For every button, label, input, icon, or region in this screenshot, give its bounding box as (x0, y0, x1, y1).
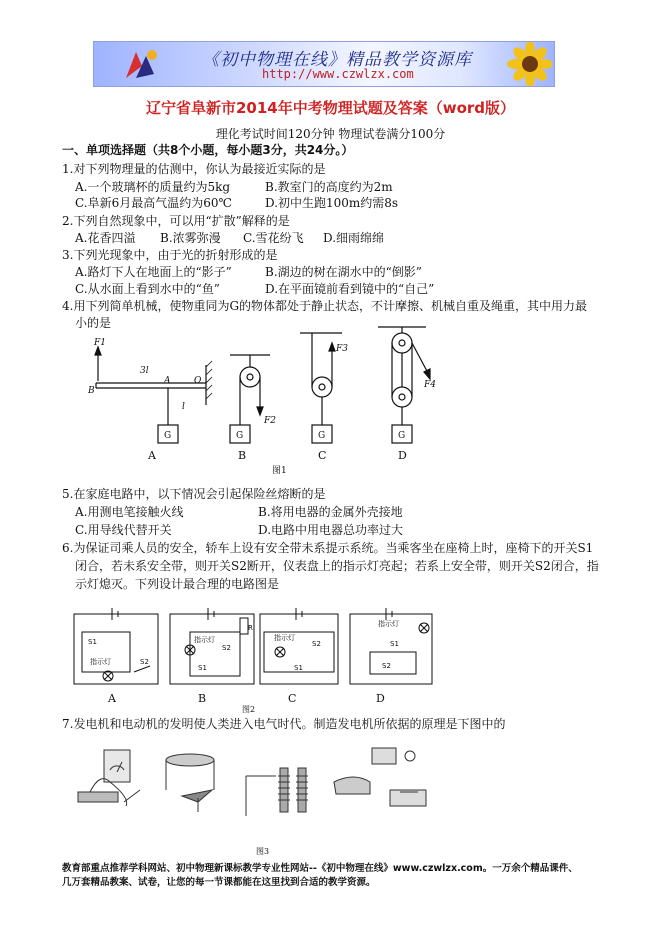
q6-d-s2: S2 (382, 662, 391, 670)
q5-option-c: C.用导线代替开关 (75, 523, 172, 537)
q6-c-lamp: 指示灯 (274, 634, 295, 642)
q6-d-lamp: 指示灯 (378, 620, 399, 628)
q4-label-a: A (148, 449, 156, 462)
figure-2-circuits (68, 598, 438, 714)
q6-a-s2: S2 (140, 658, 149, 666)
q5-option-b: B.将用电器的金属外壳接地 (258, 505, 403, 519)
footer-line1: 教育部重点推荐学科网站、初中物理新课标教学专业性网站--《初中物理在线》www.czwlzx.com。一万余个精品课件、 (62, 863, 578, 874)
q2-option-a: A.花香四溢 (75, 231, 136, 245)
q6-b-s1: S1 (198, 664, 207, 672)
q2-stem: 2.下列自然现象中，可以用“扩散”解释的是 (62, 214, 290, 228)
page-title: 辽宁省阜新市2014年中考物理试题及答案（word版） (145, 99, 516, 117)
q3-option-b: B.湖边的树在湖水中的“倒影” (265, 265, 422, 279)
q4-label-c: C (318, 449, 327, 462)
q4-weight-a: G (164, 431, 172, 441)
site-logo-icon (122, 46, 162, 82)
exam-info: 理化考试时间120分钟 物理试卷满分100分 (215, 127, 446, 141)
q4-3l-label: 3l (140, 366, 149, 376)
q4-f3-label: F3 (336, 344, 348, 354)
figure-1-machines (80, 325, 440, 475)
q4-f2-label: F2 (264, 416, 276, 426)
sunflower-icon (492, 42, 552, 86)
q5-option-d: D.电路中用电器总功率过大 (258, 523, 404, 537)
q4-a-label: A (164, 376, 171, 386)
q2-option-d: D.细雨绵绵 (323, 231, 385, 245)
q6-b-s2: S2 (222, 644, 231, 652)
q7-stem: 7.发电机和电动机的发明使人类进入电气时代。制造发电机所依据的原理是下图中的 (62, 717, 506, 731)
q2-option-b: B.浓雾弥漫 (160, 231, 221, 245)
q6-line3: 示灯熄灭。下列设计最合理的电路图是 (75, 577, 280, 591)
q6-c-s2: S2 (312, 640, 321, 648)
q3-option-d: D.在平面镜前看到镜中的“自己” (265, 282, 435, 296)
q4-l-label: l (182, 402, 185, 412)
page-footer (62, 862, 578, 890)
q6-a-s1: S1 (88, 638, 97, 646)
q6-c-s1: S1 (294, 664, 303, 672)
q4-label-b: B (238, 449, 247, 462)
q6-d-s1: S1 (390, 640, 399, 648)
banner-url[interactable]: http://www.czwlzx.com (262, 67, 414, 81)
q3-option-a: A.路灯下人在地面上的“影子” (75, 265, 232, 279)
q4-f1-label: F1 (94, 338, 106, 348)
q6-line1: 6.为保证司乘人员的安全，轿车上设有安全带未系提示系统。当乘客坐在座椅上时，座椅下的开关S1 (62, 541, 594, 555)
q1-option-c: C.阜新6月最高气温约为60℃ (75, 196, 232, 210)
q6-figure-caption: 图2 (242, 705, 256, 714)
banner-title: 《初中物理在线》精品教学资源库 (202, 50, 472, 70)
q1-option-a: A.一个玻璃杯的质量约为5kg (75, 180, 231, 194)
header-banner (93, 41, 555, 87)
q6-b-r: R (248, 624, 253, 632)
q4-label-d: D (398, 449, 407, 462)
q4-o-label: O (194, 376, 202, 386)
q6-label-d: D (376, 692, 385, 705)
q5-option-a: A.用测电笔接触火线 (75, 505, 184, 519)
q2-option-c: C.雪花纷飞 (243, 231, 304, 245)
q4-b-label: B (88, 386, 95, 396)
q5-stem: 5.在家庭电路中，以下情况会引起保险丝熔断的是 (62, 487, 326, 501)
q6-b-lamp: 指示灯 (194, 636, 215, 644)
q6-label-c: C (288, 692, 297, 705)
q4-weight-c: G (318, 431, 326, 441)
q4-stem-line2: 小的是 (75, 316, 112, 330)
q6-label-a: A (108, 692, 116, 705)
q4-stem-line1: 4.用下列简单机械，使物重同为G的物体都处于静止状态，不计摩擦、机械自重及绳重，其中用力最 (62, 299, 588, 313)
q4-weight-d: G (398, 431, 406, 441)
q4-f4-label: F4 (424, 380, 436, 390)
q6-label-b: B (198, 692, 207, 705)
q1-stem: 1.对下列物理量的估测中，你认为最接近实际的是 (62, 162, 326, 176)
q6-line2: 闭合，若未系安全带，则开关S2断开，仪表盘上的指示灯亮起；若系上安全带，则开关S2闭合，指 (75, 559, 599, 573)
q3-option-c: C.从水面上看到水中的“鱼” (75, 282, 220, 296)
q4-weight-b: G (236, 431, 244, 441)
q4-figure-caption: 图1 (272, 466, 287, 475)
q7-figure-caption: 图3 (256, 847, 270, 856)
q1-option-d: D.初中生跑100m约需8s (265, 196, 399, 210)
q3-stem: 3.下列光现象中，由于光的折射形成的是 (62, 248, 278, 262)
figure-3-apparatus (70, 742, 440, 858)
footer-line2: 几万套精品教案、试卷，让您的每一节课都能在这里找到合适的教学资源。 (62, 877, 376, 888)
section-heading: 一、单项选择题（共8个小题，每小题3分，共24分。） (62, 143, 354, 157)
q6-a-lamp: 指示灯 (90, 658, 111, 666)
q1-option-b: B.教室门的高度约为2m (265, 180, 393, 194)
